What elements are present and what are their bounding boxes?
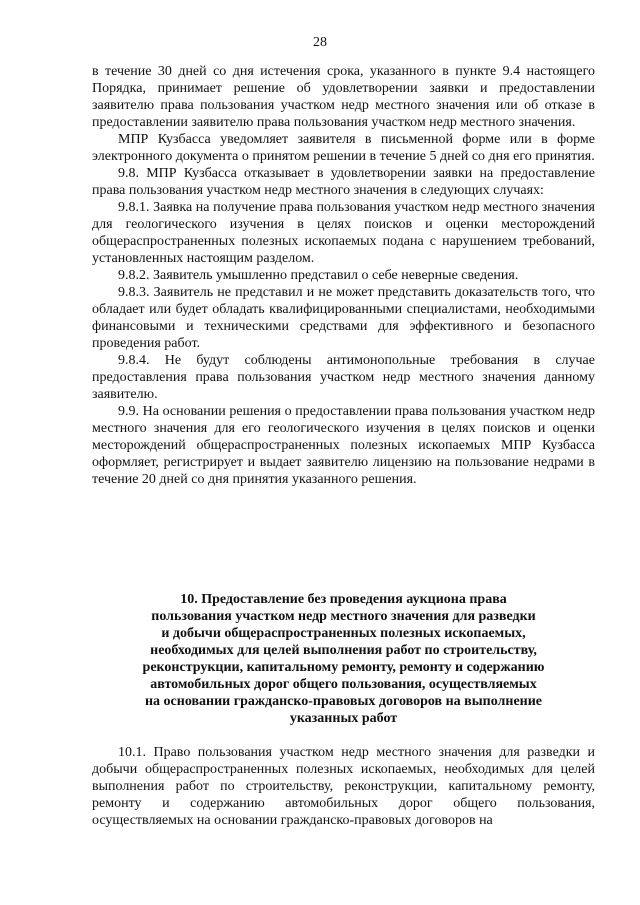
section-10-body xyxy=(92,744,595,829)
heading-line: пользования участком недр местного значения для разведки xyxy=(151,609,536,624)
page-number: 28 xyxy=(313,35,327,50)
paragraph-9-8-1: 9.8.1. Заявка на получение права пользования участком недр местного значения для геологического изучения в целях поисков и оценки месторождений общераспространенных полезных ископаемых подана с нарушением требований, установленных настоящим разделом. xyxy=(92,200,595,266)
heading-line: 10. Предоставление без проведения аукциона права xyxy=(180,592,507,607)
paragraph-10-1: 10.1. Право пользования участком недр местного значения для разведки и добычи общераспространенных полезных ископаемых, необходимых для целей выполнения работ по строительству, реконструкции, капитальному ремонту, ремонту и содержанию автомобильных дорог общего пользования, осуществляемых на основании гражданско-правовых договоров на xyxy=(92,745,595,828)
paragraph-continuation: в течение 30 дней со дня истечения срока, указанного в пункте 9.4 настоящего Порядка, принимает решение об удовлетворении заявки и предоставлении заявителю права пользования участком недр местного значения или об отказе в предоставлении заявителю права пользования участком недр местного значения. xyxy=(92,64,595,130)
paragraph-notification: МПР Кузбасса уведомляет заявителя в письменной форме или в форме электронного документа о принятом решении в течение 5 дней со дня его принятия. xyxy=(92,132,595,164)
paragraph-9-9: 9.9. На основании решения о предоставлении права пользования участком недр местного значения для его геологического изучения в целях поисков и оценки месторождений общераспространенных полезных ископаемых МПР Кузбасса оформляет, регистрирует и выдает заявителю лицензию на пользование недрами в течение 20 дней со дня принятия указанного решения. xyxy=(92,404,595,487)
heading-line: автомобильных дорог общего пользования, осуществляемых xyxy=(150,677,537,692)
paragraph-9-8: 9.8. МПР Кузбасса отказывает в удовлетворении заявки на предоставление права пользования участком недр местного значения в следующих случаях: xyxy=(92,166,595,198)
section-9-body xyxy=(92,63,595,488)
section-10-heading xyxy=(92,591,595,727)
paragraph-9-8-3: 9.8.3. Заявитель не представил и не может представить доказательств того, что обладает или будет обладать квалифицированными специалистами, необходимыми финансовыми и техническими средствами для эффективного и безопасного проведения работ. xyxy=(92,285,595,351)
paragraph-9-8-2: 9.8.2. Заявитель умышленно представил о себе неверные сведения. xyxy=(118,268,519,283)
paragraph-9-8-4: 9.8.4. Не будут соблюдены антимонопольные требования в случае предоставления права пользования участком недр местного значения данному заявителю. xyxy=(92,353,595,402)
heading-line: необходимых для целей выполнения работ по строительству, xyxy=(150,643,537,658)
heading-line: и добычи общераспространенных полезных ископаемых, xyxy=(161,626,526,641)
heading-line: указанных работ xyxy=(289,711,398,726)
heading-line: на основании гражданско-правовых договоров на выполнение xyxy=(144,694,543,709)
heading-line: реконструкции, капитальному ремонту, ремонту и содержанию xyxy=(142,660,545,675)
